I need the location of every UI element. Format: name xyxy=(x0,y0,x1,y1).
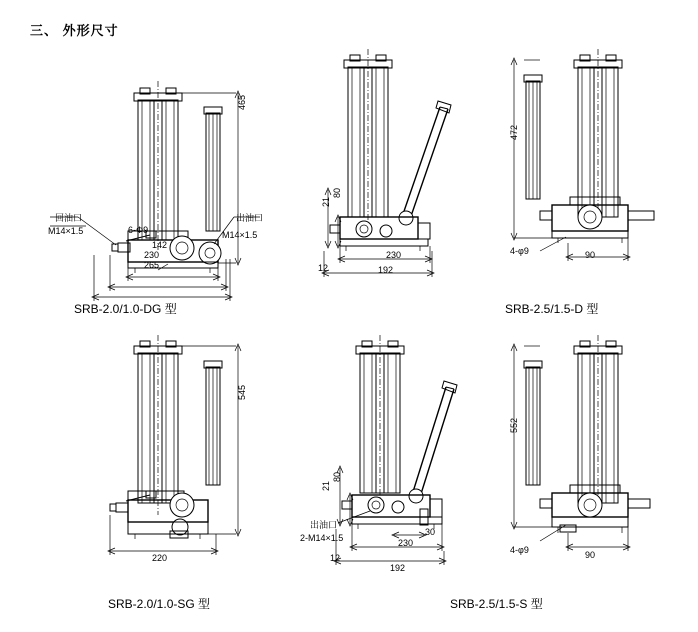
dim-230-side: 230 xyxy=(386,250,402,260)
figure-srb-2-0-1-0-dg-side xyxy=(320,45,500,285)
dim-21-s: 21 xyxy=(321,481,331,492)
dim-90: 90 xyxy=(585,250,596,260)
dim-265: 265 xyxy=(144,260,160,270)
dim-21: 21 xyxy=(321,197,331,208)
caption-srb-2-5-1-5-d: SRB-2.5/1.5-D 型 xyxy=(505,302,599,316)
label-outlet-port-thread-s: 2-M14×1.5 xyxy=(300,533,344,543)
dim-192: 192 xyxy=(378,265,394,275)
dim-6-phi-9: 6-Φ9 xyxy=(128,225,149,235)
dim-80-s: 80 xyxy=(332,472,342,483)
dim-545: 545 xyxy=(237,385,247,401)
caption-srb-2-0-1-0-sg: SRB-2.0/1.0-SG 型 xyxy=(108,597,211,611)
figure-srb-2-5-1-5-s-side xyxy=(320,335,510,575)
dim-142: 142 xyxy=(152,240,168,250)
dim-4-phi-9-s: 4-φ9 xyxy=(510,545,529,555)
label-return-port-thread: M14×1.5 xyxy=(48,226,84,236)
dim-30: 30 xyxy=(425,527,436,537)
dim-4-phi-9: 4-φ9 xyxy=(510,246,529,256)
figure-srb-2-0-1-0-dg xyxy=(30,45,290,295)
dim-80: 80 xyxy=(332,188,342,199)
dim-12: 12 xyxy=(318,263,329,273)
figure-srb-2-5-1-5-s xyxy=(500,335,690,575)
label-return-port: 回油口 xyxy=(55,213,83,223)
dim-230: 230 xyxy=(144,250,160,260)
dim-220: 220 xyxy=(152,553,168,563)
dim-90-s: 90 xyxy=(585,550,596,560)
page-title: 三、 外形尺寸 xyxy=(30,23,119,38)
dim-230-s: 230 xyxy=(398,538,414,548)
dim-552: 552 xyxy=(509,418,519,434)
label-outlet-port-s: 出油口 xyxy=(310,520,338,530)
figure-srb-2-0-1-0-sg xyxy=(30,335,290,575)
label-outlet-port: 出油口 xyxy=(236,213,264,223)
caption-srb-2-5-1-5-s: SRB-2.5/1.5-S 型 xyxy=(450,597,543,611)
dim-12-s: 12 xyxy=(330,553,341,563)
label-outlet-port-thread: M14×1.5 xyxy=(222,230,258,240)
caption-srb-2-0-1-0-dg: SRB-2.0/1.0-DG 型 xyxy=(74,302,177,316)
dim-472: 472 xyxy=(509,125,519,141)
dim-192-s: 192 xyxy=(390,563,406,573)
dim-465: 465 xyxy=(237,95,247,111)
